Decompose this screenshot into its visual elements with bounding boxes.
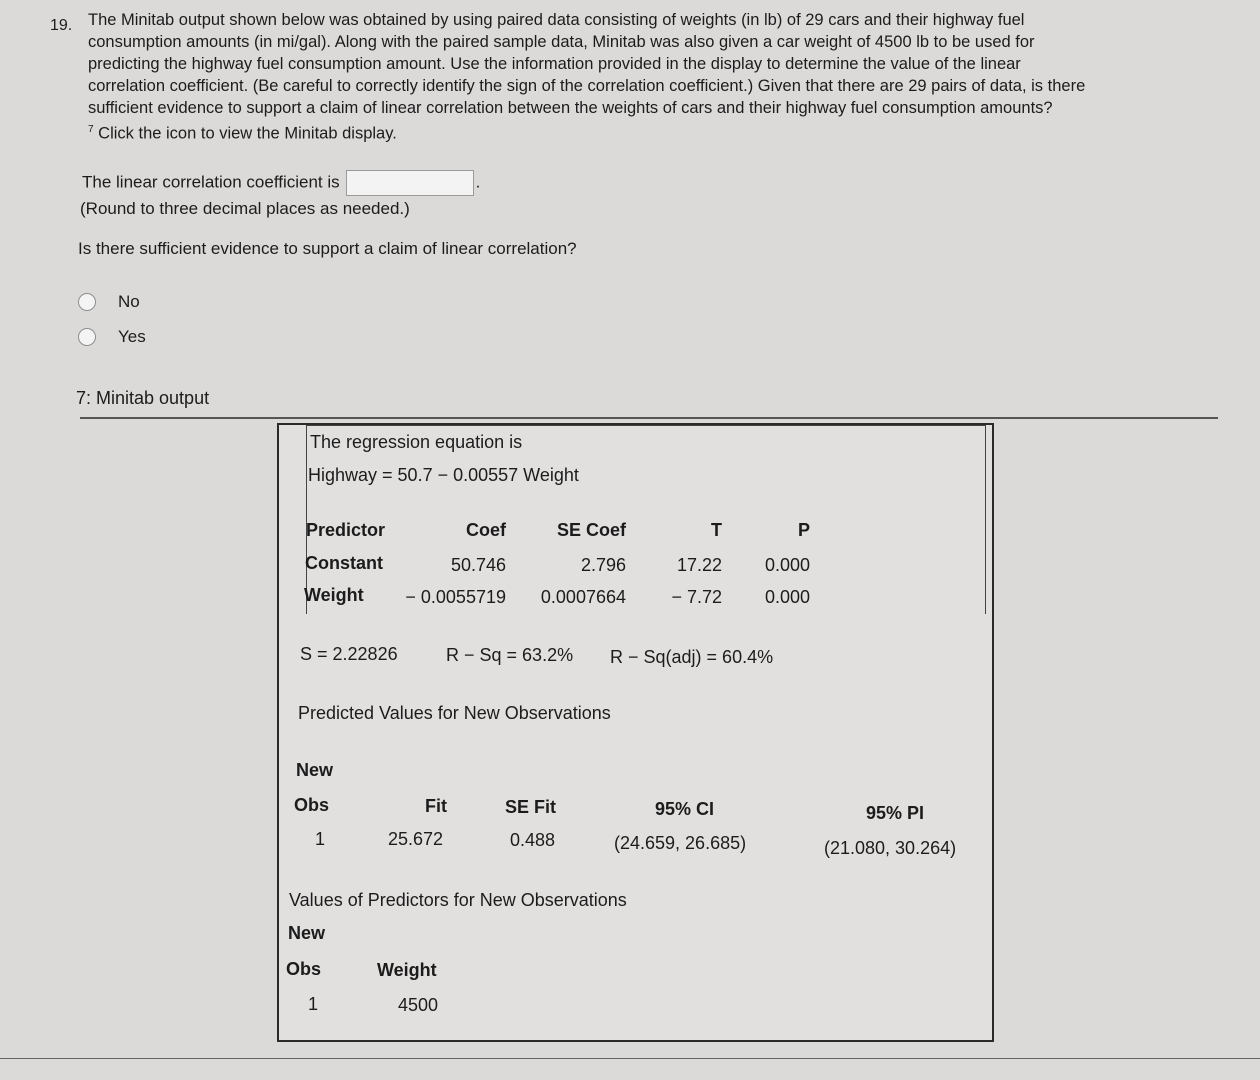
option-label: No	[118, 292, 140, 311]
pred-fit: 25.672	[388, 829, 444, 849]
footnote-icon[interactable]: 7	[88, 124, 94, 135]
footnote-title: 7: Minitab output	[76, 388, 210, 408]
row-se: 2.796	[580, 555, 626, 575]
regression-box	[306, 425, 986, 614]
header-se-fit: SE Fit	[505, 797, 557, 817]
val-weight: 4500	[398, 995, 439, 1015]
row-p: 0.000	[764, 555, 810, 575]
footnote-link[interactable]	[88, 119, 1228, 145]
question-line: consumption amounts (in mi/gal). Along with the paired sample data, Minitab was also given a car weight of 4500 lb to be used for	[88, 33, 1035, 51]
predicted-title: Predicted Values for New Observations	[298, 703, 611, 723]
header-predictor: Predictor	[306, 520, 386, 540]
radio-button[interactable]	[78, 328, 96, 346]
r-squared: R − Sq = 63.2%	[446, 645, 574, 665]
r-squared-adj: R − Sq(adj) = 60.4%	[610, 647, 774, 667]
option-label: Yes	[118, 327, 146, 346]
header-new: New	[288, 923, 326, 943]
question-line: correlation coefficient. (Be careful to correctly identify the sign of the correlation coefficient.) Given that there are 29 pairs of data, is there	[88, 77, 1086, 95]
regression-equation: Highway = 50.7 − 0.00557 Weight	[308, 465, 579, 485]
answer-row	[82, 170, 480, 196]
values-title: Values of Predictors for New Observations	[289, 890, 627, 910]
header-p: P	[797, 520, 810, 540]
answer-suffix: .	[475, 172, 481, 192]
header-weight: Weight	[377, 960, 437, 980]
header-se-coef: SE Coef	[556, 520, 626, 540]
radio-button[interactable]	[78, 293, 96, 311]
header-pi: 95% PI	[866, 803, 925, 823]
round-hint: (Round to three decimal places as needed.)	[80, 199, 410, 218]
row-name: Constant	[305, 553, 383, 573]
header-ci: 95% CI	[655, 799, 715, 819]
question-line: predicting the highway fuel consumption amount. Use the information provided in the display to determine the value of the linear	[88, 55, 1021, 73]
regression-title: The regression equation is	[310, 432, 523, 452]
option-no[interactable]	[78, 292, 140, 312]
header-obs: Obs	[286, 959, 322, 979]
row-se: 0.0007664	[540, 587, 626, 607]
answer-prompt: The linear correlation coefficient is	[82, 172, 340, 192]
s-value: S = 2.22826	[300, 644, 398, 664]
row-p: 0.000	[764, 587, 810, 607]
header-fit: Fit	[425, 796, 447, 816]
divider	[80, 417, 1218, 419]
row-coef: − 0.0055719	[405, 587, 506, 607]
footnote-link-text: Click the icon to view the Minitab display.	[98, 124, 397, 143]
row-t: 17.22	[676, 555, 722, 575]
question-2: Is there sufficient evidence to support a claim of linear correlation?	[78, 239, 577, 258]
correlation-answer-input[interactable]	[346, 170, 474, 196]
divider	[0, 1058, 1260, 1059]
option-yes[interactable]	[78, 327, 146, 347]
question-text	[88, 9, 1228, 145]
header-new: New	[296, 760, 334, 780]
header-coef: Coef	[466, 520, 506, 540]
question-line: sufficient evidence to support a claim of linear correlation between the weights of cars and their highway fuel consumption amounts?	[88, 99, 1053, 117]
row-coef: 50.746	[450, 555, 506, 575]
header-obs: Obs	[294, 795, 330, 815]
val-obs: 1	[308, 994, 319, 1014]
row-name: Weight	[304, 585, 364, 605]
pred-se-fit: 0.488	[510, 830, 556, 850]
question-number: 19.	[50, 17, 73, 34]
question-line: The Minitab output shown below was obtained by using paired data consisting of weights (in lb) of 29 cars and their highway fuel	[88, 11, 1025, 29]
pred-obs: 1	[315, 829, 326, 849]
pred-pi: (21.080, 30.264)	[824, 838, 957, 858]
header-t: T	[711, 520, 722, 540]
pred-ci: (24.659, 26.685)	[614, 833, 747, 853]
row-t: − 7.72	[671, 587, 722, 607]
